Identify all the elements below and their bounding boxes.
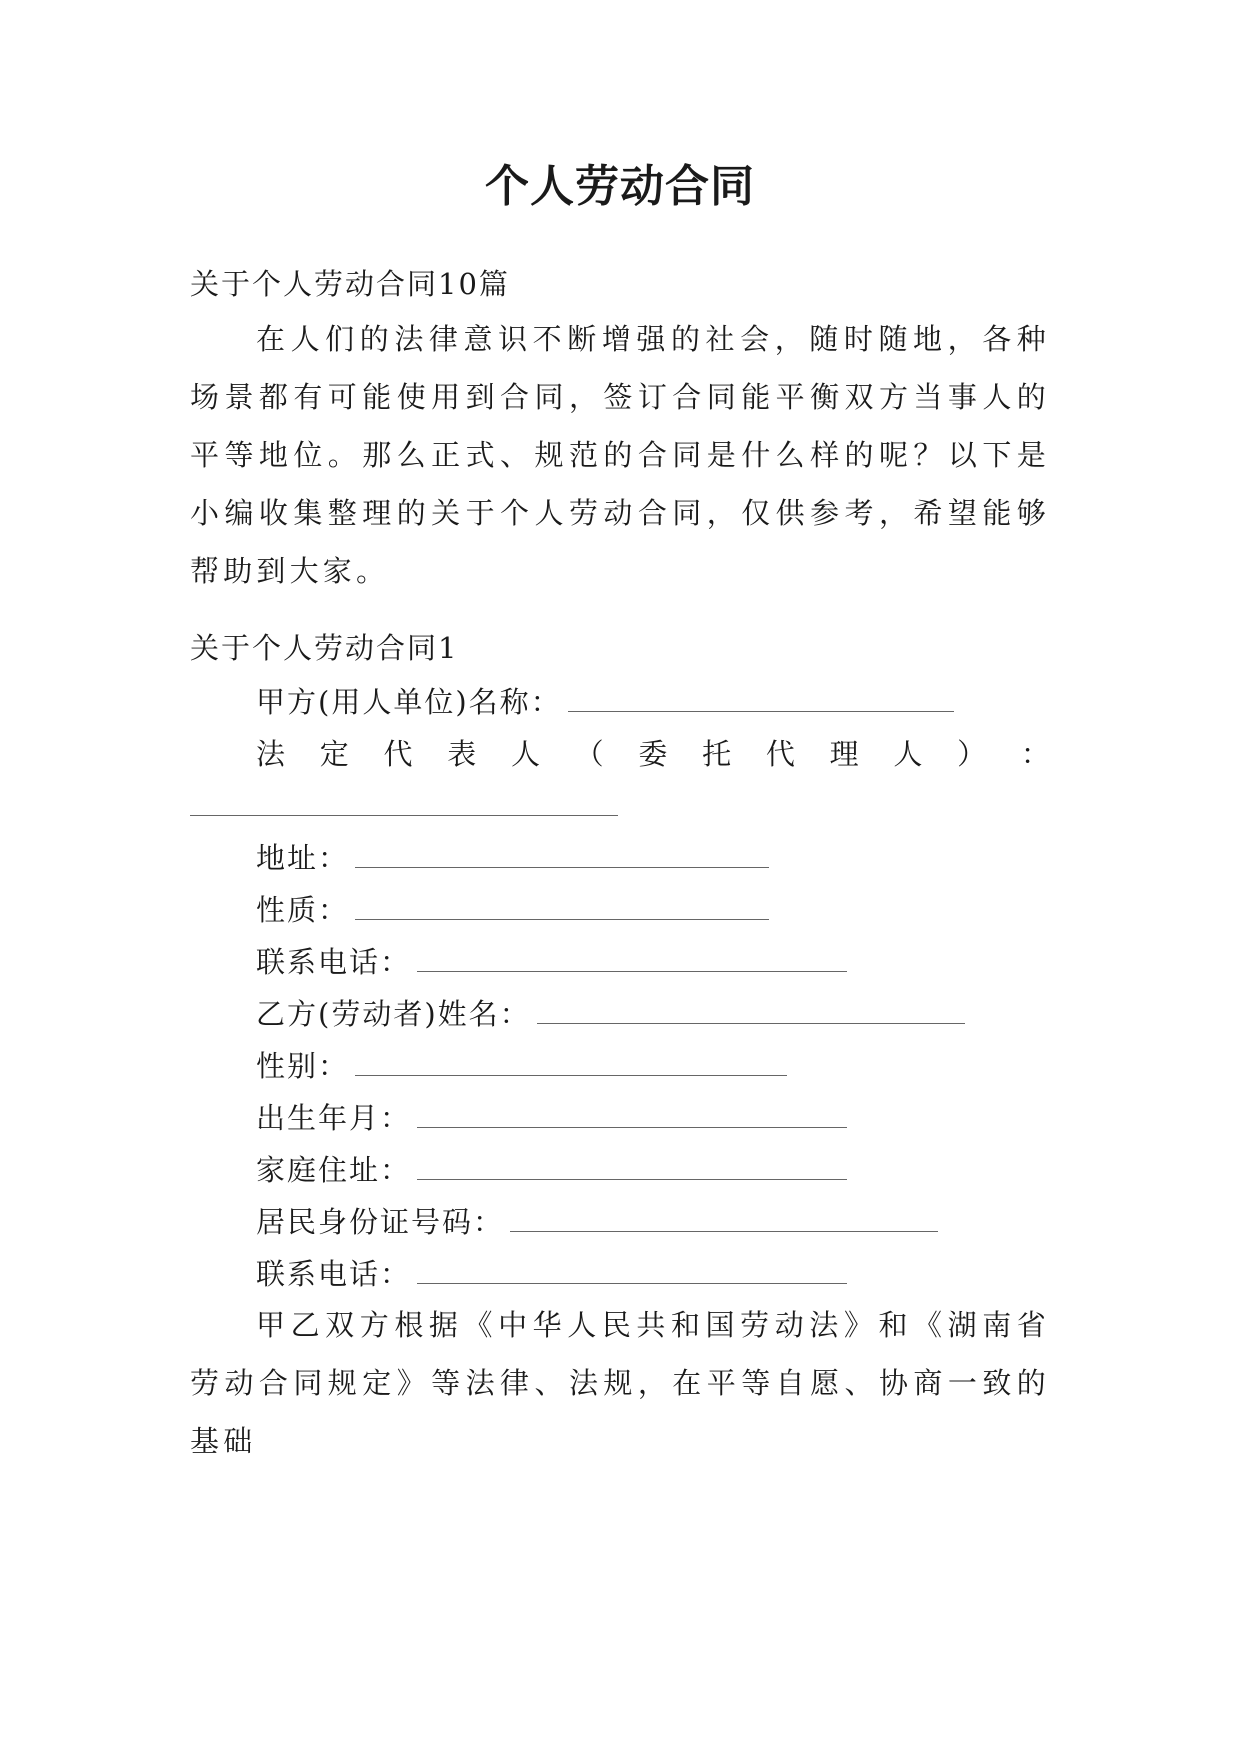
phone-a-blank[interactable] — [417, 943, 847, 972]
phone-b-row — [256, 1254, 847, 1294]
legal-rep-char: ） — [957, 737, 987, 771]
legal-rep-char: 委 — [638, 737, 668, 771]
legal-rep-char: 代 — [765, 737, 795, 771]
id-number-label: 居民身份证号码： — [256, 1205, 505, 1239]
legal-rep-char: 代 — [383, 737, 413, 771]
gender-row — [256, 1046, 787, 1086]
party-a-name-blank[interactable] — [568, 683, 954, 712]
nature-label: 性质： — [256, 893, 350, 927]
birth-label: 出生年月： — [256, 1101, 412, 1135]
phone-a-row — [256, 942, 847, 982]
document-title: 个人劳动合同 — [485, 161, 755, 212]
address-label: 地址： — [256, 841, 350, 875]
legal-rep-blank-row — [190, 786, 618, 826]
phone-b-label: 联系电话： — [256, 1257, 412, 1291]
legal-rep-char: 法 — [256, 737, 286, 771]
gender-blank[interactable] — [355, 1047, 787, 1076]
party-a-name-row — [256, 682, 954, 722]
party-b-name-blank[interactable] — [537, 995, 965, 1024]
legal-rep-char: 表 — [447, 737, 477, 771]
home-address-blank[interactable] — [417, 1151, 847, 1180]
legal-rep-char: 托 — [702, 737, 732, 771]
document-subtitle: 关于个人劳动合同10篇 — [190, 267, 510, 301]
party-b-name-row — [256, 994, 965, 1034]
legal-rep-char: 理 — [829, 737, 859, 771]
legal-rep-char: 人 — [893, 737, 923, 771]
legal-rep-char: ： — [1020, 737, 1050, 771]
birth-row — [256, 1098, 847, 1138]
phone-b-blank[interactable] — [417, 1255, 847, 1284]
section-heading: 关于个人劳动合同1 — [190, 631, 459, 665]
nature-blank[interactable] — [355, 891, 769, 920]
nature-row — [256, 890, 769, 930]
party-a-name-label: 甲方(用人单位)名称： — [256, 685, 562, 719]
legal-rep-char: （ — [574, 737, 604, 771]
legal-rep-char: 定 — [319, 737, 349, 771]
intro-paragraph: 在人们的法律意识不断增强的社会，随时随地，各种场景都有可能使用到合同，签订合同能平衡双方当事人的平等地位。那么正式、规范的合同是什么样的呢？以下是小编收集整理的关于个人劳动合同，仅供参考，希望能够帮助到大家。 — [190, 322, 1050, 588]
gender-label: 性别： — [256, 1049, 350, 1083]
closing-paragraph: 甲乙双方根据《中华人民共和国劳动法》和《湖南省劳动合同规定》等法律、法规，在平等自愿、协商一致的基础 — [190, 1308, 1050, 1458]
phone-a-label: 联系电话： — [256, 945, 412, 979]
legal-rep-char: 人 — [510, 737, 540, 771]
home-address-row — [256, 1150, 847, 1190]
party-b-name-label: 乙方(劳动者)姓名： — [256, 997, 531, 1031]
id-number-row — [256, 1202, 938, 1242]
id-number-blank[interactable] — [510, 1203, 938, 1232]
legal-rep-row — [256, 734, 1050, 774]
home-address-label: 家庭住址： — [256, 1153, 412, 1187]
address-row — [256, 838, 769, 878]
birth-blank[interactable] — [417, 1099, 847, 1128]
legal-rep-blank[interactable] — [190, 787, 618, 816]
address-blank[interactable] — [355, 839, 769, 868]
